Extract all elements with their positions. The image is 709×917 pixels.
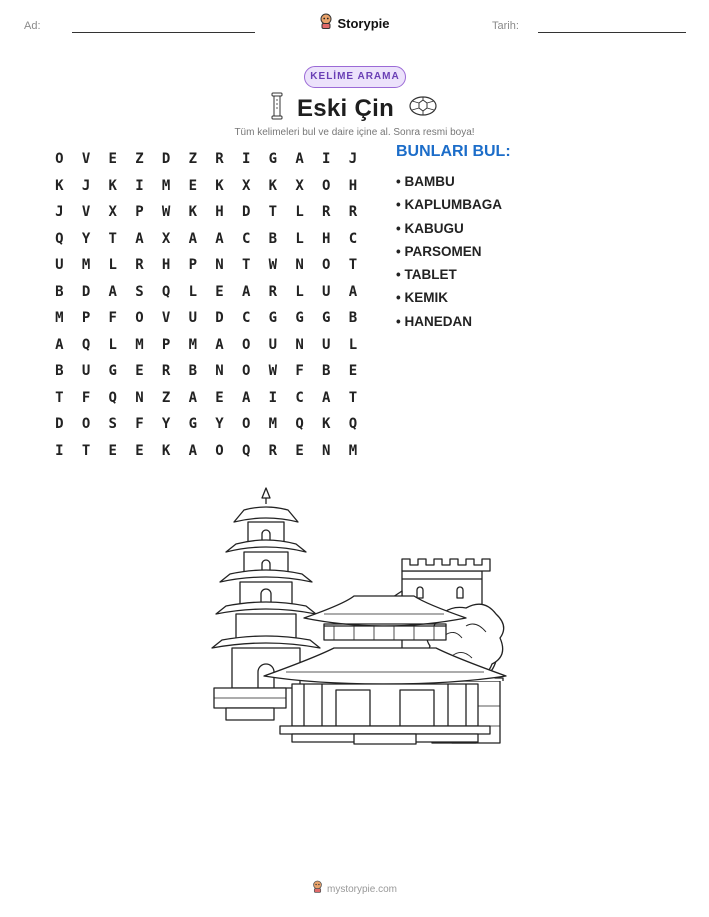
grid-letter[interactable]: A [322,389,331,406]
grid-letter[interactable]: G [188,416,197,433]
grid-letter[interactable]: U [188,310,197,327]
grid-letter[interactable]: H [348,177,358,194]
letter-grid [46,146,366,464]
grid-letter[interactable]: A [295,151,304,168]
grid-letter[interactable]: A [108,283,117,300]
title-row [0,92,709,125]
grid-letter[interactable]: R [161,363,171,380]
grid-letter[interactable]: U [322,336,331,353]
grid-letter[interactable]: A [188,442,197,459]
grid-letter[interactable]: P [161,336,171,353]
scroll-icon [271,92,283,125]
page-title: Eski Çin [296,94,395,122]
grid-letter[interactable]: Q [55,230,64,247]
brand-name: Storypie [337,16,390,31]
grid-letter[interactable]: K [108,177,117,194]
grid-letter[interactable]: O [322,257,331,274]
grid-letter[interactable]: E [215,389,224,406]
grid-letter[interactable]: E [135,442,144,459]
grid-letter[interactable]: M [188,336,197,353]
grid-letter[interactable]: U [55,257,64,274]
grid-letter[interactable]: U [81,363,91,380]
grid-letter[interactable]: M [55,310,64,327]
name-label: Ad: [24,20,41,32]
grid-letter[interactable]: Q [295,416,304,433]
grid-letter[interactable]: T [348,389,358,406]
grid-letter[interactable]: T [348,257,358,274]
grid-letter[interactable]: M [81,257,91,274]
grid-letter[interactable]: N [215,363,224,380]
grid-letter[interactable]: L [295,204,304,221]
grid-letter[interactable]: C [295,389,304,406]
grid-letter[interactable]: L [295,283,304,300]
grid-letter[interactable]: E [108,151,117,168]
grid-letter[interactable]: U [268,336,278,353]
grid-letter[interactable]: N [295,257,304,274]
grid-letter[interactable]: G [268,151,278,168]
word-list-item: • PARSOMEN [396,243,482,259]
grid-letter[interactable]: B [55,283,64,300]
grid-letter[interactable]: D [81,283,91,300]
word-list-heading: BUNLARI BUL: [396,143,511,160]
grid-letter[interactable]: J [348,151,358,168]
grid-letter[interactable]: J [55,204,64,221]
activity-badge: KELİME ARAMA [304,66,406,88]
grid-letter[interactable]: T [55,389,64,406]
grid-letter[interactable]: L [295,230,304,247]
grid-letter[interactable]: N [295,336,304,353]
grid-letter[interactable]: B [348,310,358,327]
grid-letter[interactable]: P [135,204,144,221]
grid-letter[interactable]: K [188,204,197,221]
grid-letter[interactable]: Z [135,151,144,168]
grid-letter[interactable]: D [241,204,251,221]
grid-letter[interactable]: V [81,204,91,221]
grid-letter[interactable]: O [241,416,251,433]
grid-letter[interactable]: H [322,230,331,247]
ancient-china-illustration [204,486,514,753]
grid-letter[interactable]: I [268,389,278,406]
grid-letter[interactable]: Y [215,416,224,433]
grid-letter[interactable]: F [81,389,91,406]
grid-letter[interactable]: A [215,336,224,353]
grid-letter[interactable]: X [161,230,171,247]
grid-letter[interactable]: B [188,363,197,380]
grid-letter[interactable]: I [241,151,251,168]
grid-letter[interactable]: I [322,151,331,168]
grid-letter[interactable]: A [188,230,197,247]
grid-letter[interactable]: B [322,363,331,380]
storypie-logo-icon [319,13,333,34]
grid-letter[interactable]: X [108,204,117,221]
grid-letter[interactable]: P [81,310,91,327]
word-list-item: • KABUGU [396,220,464,236]
grid-letter[interactable]: Y [161,416,171,433]
grid-letter[interactable]: X [241,177,251,194]
grid-letter[interactable]: V [81,151,91,168]
grid-letter[interactable]: M [268,416,278,433]
grid-letter[interactable]: B [55,363,64,380]
grid-letter[interactable]: S [108,416,117,433]
grid-letter[interactable]: X [295,177,304,194]
grid-letter[interactable]: N [215,257,224,274]
grid-letter[interactable]: W [268,257,278,274]
word-list-item: • TABLET [396,267,457,283]
grid-letter[interactable]: E [135,363,144,380]
footer [0,880,709,898]
grid-letter[interactable]: R [348,204,358,221]
grid-letter[interactable]: O [241,363,251,380]
grid-letter[interactable]: Q [108,389,117,406]
grid-letter[interactable]: D [55,416,64,433]
grid-letter[interactable]: F [135,416,144,433]
grid-letter[interactable]: C [241,310,251,327]
grid-letter[interactable]: K [215,177,224,194]
grid-letter[interactable]: H [215,204,224,221]
turtle-shell-icon [408,95,438,122]
grid-letter[interactable]: K [55,177,64,194]
grid-letter[interactable]: G [295,310,304,327]
grid-letter[interactable]: T [81,442,91,459]
storypie-logo-icon [312,880,323,898]
grid-letter[interactable]: O [241,336,251,353]
grid-letter[interactable]: Z [188,151,197,168]
grid-letter[interactable]: G [108,363,117,380]
grid-letter[interactable]: M [348,442,358,459]
grid-letter[interactable]: F [295,363,304,380]
grid-letter[interactable]: L [188,283,197,300]
grid-letter[interactable]: C [348,230,358,247]
grid-letter[interactable]: I [135,177,144,194]
grid-letter[interactable]: O [81,416,91,433]
grid-letter[interactable]: D [215,310,224,327]
grid-letter[interactable]: T [241,257,251,274]
date-label: Tarih: [492,20,519,32]
grid-letter[interactable]: A [135,230,144,247]
grid-letter[interactable]: M [135,336,144,353]
grid-letter[interactable]: O [55,151,64,168]
grid-letter[interactable]: E [348,363,358,380]
word-list-item: • HANEDAN [396,313,472,329]
grid-letter[interactable]: H [161,257,171,274]
grid-letter[interactable]: V [161,310,171,327]
grid-letter[interactable]: T [108,230,117,247]
grid-letter[interactable]: O [322,177,331,194]
grid-letter[interactable]: P [188,257,197,274]
grid-letter[interactable]: R [268,442,278,459]
grid-letter[interactable]: Q [241,442,251,459]
grid-letter[interactable]: E [108,442,117,459]
grid-letter[interactable]: E [188,177,197,194]
grid-letter[interactable]: D [161,151,171,168]
grid-letter[interactable]: J [81,177,91,194]
grid-letter[interactable]: Q [348,416,358,433]
word-list-item: • BAMBU [396,174,455,189]
grid-letter[interactable]: G [322,310,331,327]
grid-letter[interactable]: A [348,283,358,300]
grid-letter[interactable]: R [322,204,331,221]
grid-letter[interactable]: I [55,442,64,459]
grid-letter[interactable]: F [108,310,117,327]
grid-letter[interactable]: R [268,283,278,300]
grid-letter[interactable]: C [241,230,251,247]
grid-letter[interactable]: A [55,336,64,353]
grid-letter[interactable]: G [268,310,278,327]
grid-letter[interactable]: N [135,389,144,406]
grid-letter[interactable]: W [161,204,171,221]
grid-letter[interactable]: W [268,363,278,380]
grid-letter[interactable]: M [161,177,171,194]
instructions-text: Tüm kelimeleri bul ve daire içine al. Sonra resmi boya! [234,127,475,138]
grid-letter[interactable]: L [348,336,358,353]
grid-letter[interactable]: T [268,204,278,221]
grid-letter[interactable]: O [135,310,144,327]
grid-letter[interactable]: A [241,283,251,300]
grid-letter[interactable]: N [322,442,331,459]
grid-letter[interactable]: Q [161,283,171,300]
grid-letter[interactable]: Y [81,230,91,247]
grid-letter[interactable]: R [135,257,144,274]
grid-letter[interactable]: E [295,442,304,459]
grid-letter[interactable]: Z [161,389,171,406]
grid-letter[interactable]: L [108,257,117,274]
grid-letter[interactable]: B [268,230,278,247]
grid-letter[interactable]: K [268,177,278,194]
grid-letter[interactable]: A [215,230,224,247]
grid-letter[interactable]: Q [81,336,91,353]
grid-letter[interactable]: S [135,283,144,300]
grid-letter[interactable]: L [108,336,117,353]
grid-letter[interactable]: A [241,389,251,406]
grid-letter[interactable]: U [322,283,331,300]
footer-url: mystorypie.com [326,883,397,895]
brand-header [0,13,709,34]
grid-letter[interactable]: R [215,151,224,168]
word-list [396,143,676,337]
word-list-item: • KEMIK [396,290,448,306]
grid-letter[interactable]: K [161,442,171,459]
grid-letter[interactable]: E [215,283,224,300]
grid-letter[interactable]: A [188,389,197,406]
grid-letter[interactable]: K [322,416,331,433]
word-list-item: • KAPLUMBAGA [396,197,502,213]
grid-letter[interactable]: O [215,442,224,459]
